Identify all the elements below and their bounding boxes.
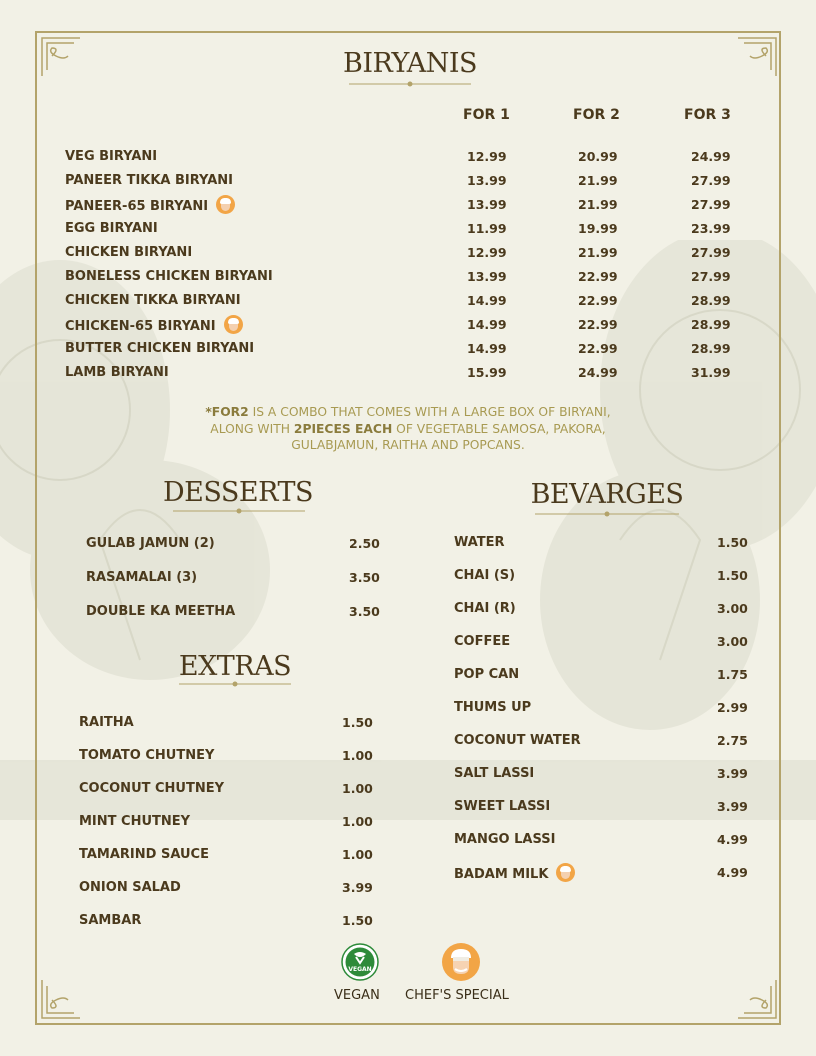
beverage-name: SWEET LASSI <box>454 799 551 814</box>
column-header-for3: FOR 3 <box>684 107 731 123</box>
extra-name: TAMARIND SAUCE <box>79 847 209 862</box>
biryani-name-text: CHICKEN-65 BIRYANI <box>65 319 216 334</box>
biryani-name <box>65 197 235 216</box>
dessert-name: GULAB JAMUN (2) <box>86 536 215 551</box>
beverages-title: BEVARGES <box>530 479 684 510</box>
extra-price: 3.99 <box>342 880 373 895</box>
corner-ornament-top-left <box>40 36 84 80</box>
biryani-name: CHICKEN TIKKA BIRYANI <box>65 293 241 308</box>
beverage-price: 1.75 <box>717 667 748 682</box>
extras-title: EXTRAS <box>178 651 292 682</box>
vegan-label: VEGAN <box>334 988 380 1003</box>
extra-price: 1.00 <box>342 748 373 763</box>
biryani-price-for2: 19.99 <box>578 221 618 236</box>
biryani-name: BONELESS CHICKEN BIRYANI <box>65 269 273 284</box>
biryani-price-for1: 14.99 <box>467 317 507 332</box>
biryani-price-for2: 20.99 <box>578 149 618 164</box>
biryani-price-for2: 22.99 <box>578 269 618 284</box>
chef-special-icon <box>224 315 243 334</box>
biryani-price-for1: 15.99 <box>467 365 507 380</box>
extra-name: TOMATO CHUTNEY <box>79 748 215 763</box>
for2-combo-note <box>150 404 666 454</box>
chef-special-icon <box>441 942 481 982</box>
extra-price: 1.00 <box>342 847 373 862</box>
dessert-name: RASAMALAI (3) <box>86 570 198 585</box>
beverage-name <box>454 865 575 884</box>
corner-ornament-top-right <box>734 36 778 80</box>
biryani-price-for1: 14.99 <box>467 341 507 356</box>
beverage-price: 3.00 <box>717 634 748 649</box>
corner-ornament-bottom-right <box>734 976 778 1020</box>
note-bold: *FOR2 <box>205 405 249 419</box>
biryani-price-for1: 13.99 <box>467 173 507 188</box>
biryani-name: CHICKEN BIRYANI <box>65 245 193 260</box>
beverage-name: POP CAN <box>454 667 520 682</box>
biryani-price-for3: 28.99 <box>691 341 731 356</box>
beverages-title-rule <box>535 510 679 518</box>
extra-price: 1.00 <box>342 814 373 829</box>
biryani-price-for3: 31.99 <box>691 365 731 380</box>
vegan-icon <box>341 943 379 981</box>
beverage-price: 3.99 <box>717 766 748 781</box>
extras-title-rule <box>179 680 291 688</box>
biryanis-title-rule <box>349 80 471 88</box>
biryani-price-for2: 24.99 <box>578 365 618 380</box>
extra-name: SAMBAR <box>79 913 142 928</box>
desserts-title: DESSERTS <box>163 477 313 508</box>
biryani-price-for3: 23.99 <box>691 221 731 236</box>
note-text: OF VEGETABLE SAMOSA, PAKORA, <box>392 421 606 436</box>
biryani-name: PANEER TIKKA BIRYANI <box>65 173 234 188</box>
beverage-name: MANGO LASSI <box>454 832 556 847</box>
note-bold: 2PIECES EACH <box>293 421 393 436</box>
chef-special-label: CHEF'S SPECIAL <box>405 988 509 1003</box>
beverage-price: 3.99 <box>717 799 748 814</box>
biryani-price-for1: 11.99 <box>467 221 507 236</box>
dessert-price: 3.50 <box>349 570 380 585</box>
extra-name: COCONUT CHUTNEY <box>79 781 225 796</box>
desserts-title-rule <box>173 507 305 515</box>
note-line-1 <box>150 404 666 421</box>
extra-name: MINT CHUTNEY <box>79 814 191 829</box>
extra-name: ONION SALAD <box>79 880 181 895</box>
beverage-name: THUMS UP <box>454 700 532 715</box>
biryani-name <box>65 317 243 336</box>
extra-price: 1.50 <box>342 913 373 928</box>
beverage-name: CHAI (R) <box>454 601 516 616</box>
note-text: ALONG WITH <box>210 421 294 436</box>
biryani-price-for1: 12.99 <box>467 245 507 260</box>
corner-ornament-bottom-left <box>40 976 84 1020</box>
biryani-price-for2: 21.99 <box>578 173 618 188</box>
extra-price: 1.50 <box>342 715 373 730</box>
beverage-name: COCONUT WATER <box>454 733 581 748</box>
vegan-badge-text: VEGAN <box>348 966 372 973</box>
note-line-3: GULABJAMUN, RAITHA AND POPCANS. <box>291 438 525 452</box>
chef-special-icon <box>556 863 575 882</box>
beverage-name-text: BADAM MILK <box>454 867 549 882</box>
biryani-price-for3: 28.99 <box>691 317 731 332</box>
biryani-name: VEG BIRYANI <box>65 149 158 164</box>
biryanis-title: BIRYANIS <box>342 48 478 79</box>
biryani-price-for2: 22.99 <box>578 293 618 308</box>
biryani-price-for2: 22.99 <box>578 341 618 356</box>
dessert-price: 3.50 <box>349 604 380 619</box>
note-text: IS A COMBO THAT COMES WITH A LARGE BOX OF BIRYANI, <box>248 405 611 419</box>
biryani-name-text: PANEER-65 BIRYANI <box>65 199 209 214</box>
beverage-price: 4.99 <box>717 832 748 847</box>
biryani-name: EGG BIRYANI <box>65 221 158 236</box>
dessert-price: 2.50 <box>349 536 380 551</box>
biryani-price-for3: 28.99 <box>691 293 731 308</box>
beverage-price: 3.00 <box>717 601 748 616</box>
biryani-price-for3: 27.99 <box>691 269 731 284</box>
biryani-price-for1: 12.99 <box>467 149 507 164</box>
extra-name: RAITHA <box>79 715 134 730</box>
beverage-name: COFFEE <box>454 634 511 649</box>
beverage-name: CHAI (S) <box>454 568 516 583</box>
biryani-price-for1: 13.99 <box>467 269 507 284</box>
biryani-price-for1: 13.99 <box>467 197 507 212</box>
biryani-price-for3: 24.99 <box>691 149 731 164</box>
biryani-name: LAMB BIRYANI <box>65 365 169 380</box>
biryani-price-for3: 27.99 <box>691 197 731 212</box>
biryani-name: BUTTER CHICKEN BIRYANI <box>65 341 255 356</box>
biryani-price-for2: 22.99 <box>578 317 618 332</box>
biryani-price-for3: 27.99 <box>691 245 731 260</box>
extra-price: 1.00 <box>342 781 373 796</box>
biryani-price-for3: 27.99 <box>691 173 731 188</box>
dessert-name: DOUBLE KA MEETHA <box>86 604 236 619</box>
chef-special-icon <box>216 195 235 214</box>
beverage-name: SALT LASSI <box>454 766 535 781</box>
note-line-2 <box>150 421 666 438</box>
biryani-price-for2: 21.99 <box>578 245 618 260</box>
beverage-price: 1.50 <box>717 568 748 583</box>
beverage-price: 2.99 <box>717 700 748 715</box>
beverage-name: WATER <box>454 535 505 550</box>
beverage-price: 2.75 <box>717 733 748 748</box>
biryani-price-for2: 21.99 <box>578 197 618 212</box>
biryani-price-for1: 14.99 <box>467 293 507 308</box>
column-header-for1: FOR 1 <box>463 107 510 123</box>
column-header-for2: FOR 2 <box>573 107 620 123</box>
beverage-price: 4.99 <box>717 865 748 880</box>
beverage-price: 1.50 <box>717 535 748 550</box>
